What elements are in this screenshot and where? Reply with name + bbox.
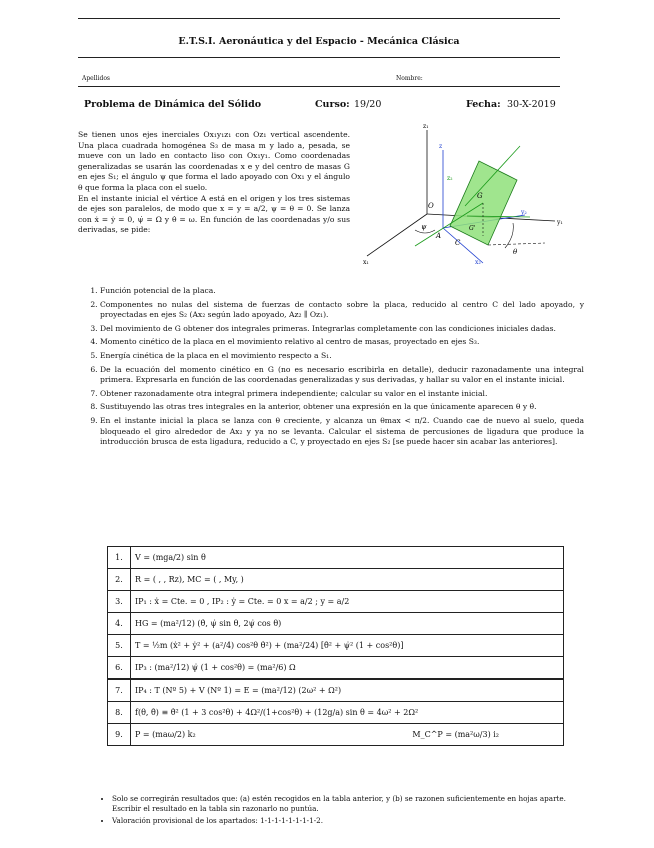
label-x2: x₂: [475, 259, 481, 266]
apellidos-label: Apellidos: [82, 75, 111, 82]
label-A: A: [436, 232, 442, 240]
answer-number: 3.: [108, 591, 131, 613]
answer-cell: IP₄ : T (Nº 5) + V (Nº 1) = E = (ma²/12) (2ω² + Ω²): [131, 679, 564, 702]
table-row: [108, 591, 564, 613]
table-row: [108, 724, 564, 746]
intro-paragraph-1: Se tienen unos ejes inerciales Ox₁y₁z₁ con Oz₁ vertical ascendente. Una placa cuadrada homogénea S₃ de masa m y lado a, pesada, se mueve con un lado en contacto liso con Ox₁y₁. Como coordenadas generalizadas se usarán las coordenadas x e y del centro de masas G en ejes S₁; el ángulo ψ que forma el lado apoyado con Ox₁ y el ángulo θ que forma la placa con el suelo.: [78, 130, 350, 192]
date-label: Fecha:: [466, 99, 501, 110]
notes-list: [100, 794, 576, 828]
answer-cell: [131, 724, 564, 746]
table-row: [108, 657, 564, 680]
label-psi: ψ: [421, 223, 427, 231]
label-z: z: [439, 143, 443, 150]
answer-number: 8.: [108, 702, 131, 724]
intro-paragraph-2: En el instante inicial el vértice A está en el origen y los tres sistemas de ejes son paralelos, de modo que x = y = a/2, ψ = θ = 0. Se lanza con ẋ = ẏ = 0, ψ̇ = Ω y θ̇ = ω. En función de las coordenadas y/o sus derivadas, se pide:: [78, 193, 350, 235]
table-row: [108, 613, 564, 635]
label-O: O: [428, 202, 434, 210]
question-item: 4. Momento cinético de la placa en el movimiento relativo al centro de masas, proyectado en ejes S₃.: [100, 337, 584, 348]
answer-cell: IP₃ : (ma²/12) ψ̇ (1 + cos²θ) = (ma²/6) Ω: [131, 657, 564, 680]
answer-number: 1.: [108, 547, 131, 569]
answer-9-impulse: P = (maω/2) k₂: [135, 730, 196, 739]
problem-title: Problema de Dinámica del Sólido: [84, 99, 262, 110]
title-rule: [78, 57, 560, 58]
note-item: • Valoración provisional de los apartados: 1-1-1-1-1-1-1-1-2.: [112, 816, 576, 826]
plate-s3: [450, 161, 517, 245]
answer-cell: IP₁ : ẋ = Cte. = 0 , IP₂ : ẏ = Cte. = 0 x = a/2 ; y = a/2: [131, 591, 564, 613]
question-item: 6. De la ecuación del momento cinético en G (no es necesario escribirla en detalle), deducir razonadamente una integral primera. Expresarla en función de las coordenadas generalizadas y sus derivadas, y hallar su valor en el instante inicial.: [100, 365, 584, 386]
label-y2: y₂: [521, 209, 527, 216]
question-item: 2. Componentes no nulas del sistema de fuerzas de contacto sobre la placa, reducido al centro C del lado apoyado, y proyectadas en ejes S₂ (Ax₂ según lado apoyado, Az₂ ∥ Oz₁).: [100, 300, 584, 321]
label-G-prime: G': [469, 225, 476, 232]
question-item: 1. Función potencial de la placa.: [100, 286, 584, 297]
answer-number: 9.: [108, 724, 131, 746]
label-theta: θ: [513, 248, 518, 256]
label-z1: z₁: [423, 123, 429, 130]
course-value: 19/20: [354, 99, 382, 110]
date-value: 30-X-2019: [507, 99, 556, 110]
question-item: 3. Del movimiento de G obtener dos integrales primeras. Integrarlas completamente con las condiciones iniciales dadas.: [100, 324, 584, 335]
answer-cell: T = ½m (ẋ² + ẏ² + (a²/4) cos²θ θ̇²) + (ma²/24) [θ̇² + ψ̇² (1 + cos²θ)]: [131, 635, 564, 657]
label-y1: y₁: [557, 219, 563, 226]
answer-cell: HG = (ma²/12) (θ̇, ψ̇ sin θ, 2ψ̇ cos θ): [131, 613, 564, 635]
answer-cell: V = (mga/2) sin θ: [131, 547, 564, 569]
course-label: Curso:: [315, 99, 350, 110]
note-item: • Solo se corregirán resultados que: (a) estén recogidos en la tabla anterior, y (b) se razonen suficientemente en hojas aparte. Escribir el resultado en la tabla sin razonarlo no puntúa.: [112, 794, 576, 814]
answer-number: 6.: [108, 657, 131, 680]
x1-axis: [367, 214, 427, 256]
table-row: [108, 547, 564, 569]
problem-statement: [78, 130, 350, 236]
label-C: C: [455, 239, 461, 247]
answer-number: 2.: [108, 569, 131, 591]
question-item: 7. Obtener razonadamente otra integral primera independiente; calcular su valor en el instante inicial.: [100, 389, 584, 400]
plate-figure: [355, 118, 565, 270]
label-x1: x₁: [363, 259, 369, 266]
name-rule: [78, 86, 560, 87]
table-row: [108, 679, 564, 702]
answer-number: 7.: [108, 679, 131, 702]
answer-9-moment: M_C^P = (ma²ω/3) i₂: [412, 730, 499, 739]
answer-cell: f(θ, θ̇) ≡ θ̇² (1 + 3 cos²θ) + 4Ω²/(1+cos²θ) + (12g/a) sin θ = 4ω² + 2Ω²: [131, 702, 564, 724]
label-z2: z₂: [447, 175, 453, 182]
answers-table: [107, 546, 564, 746]
question-list: [78, 286, 584, 451]
nombre-label: Nombre:: [396, 75, 423, 82]
top-rule: [78, 18, 560, 19]
answer-cell: R = ( , , Rz), MC = ( , My, ): [131, 569, 564, 591]
table-row: [108, 702, 564, 724]
question-item: 8. Sustituyendo las otras tres integrales en la anterior, obtener una expresión en la que únicamente aparecen θ y θ̇.: [100, 402, 584, 413]
table-row: [108, 635, 564, 657]
question-item: 5. Energía cinética de la placa en el movimiento respecto a S₁.: [100, 351, 584, 362]
question-item: 9. En el instante inicial la placa se lanza con θ creciente, y alcanza un θmax < π/2. Cuando cae de nuevo al suelo, queda bloqueado el giro alrededor de Ax₂ y ya no se levanta. Calcular el sistema de percusiones de ligadura que produce la introducción brusca de esta ligadura, reducido a C, y proyectado en ejes S₂ [se puede hacer sin acabar las anteriores].: [100, 416, 584, 448]
ground-dashed: [488, 243, 545, 245]
label-G: G: [477, 192, 483, 200]
answer-number: 5.: [108, 635, 131, 657]
table-row: [108, 569, 564, 591]
page-title: E.T.S.I. Aeronáutica y del Espacio - Mecánica Clásica: [178, 36, 460, 47]
answer-number: 4.: [108, 613, 131, 635]
